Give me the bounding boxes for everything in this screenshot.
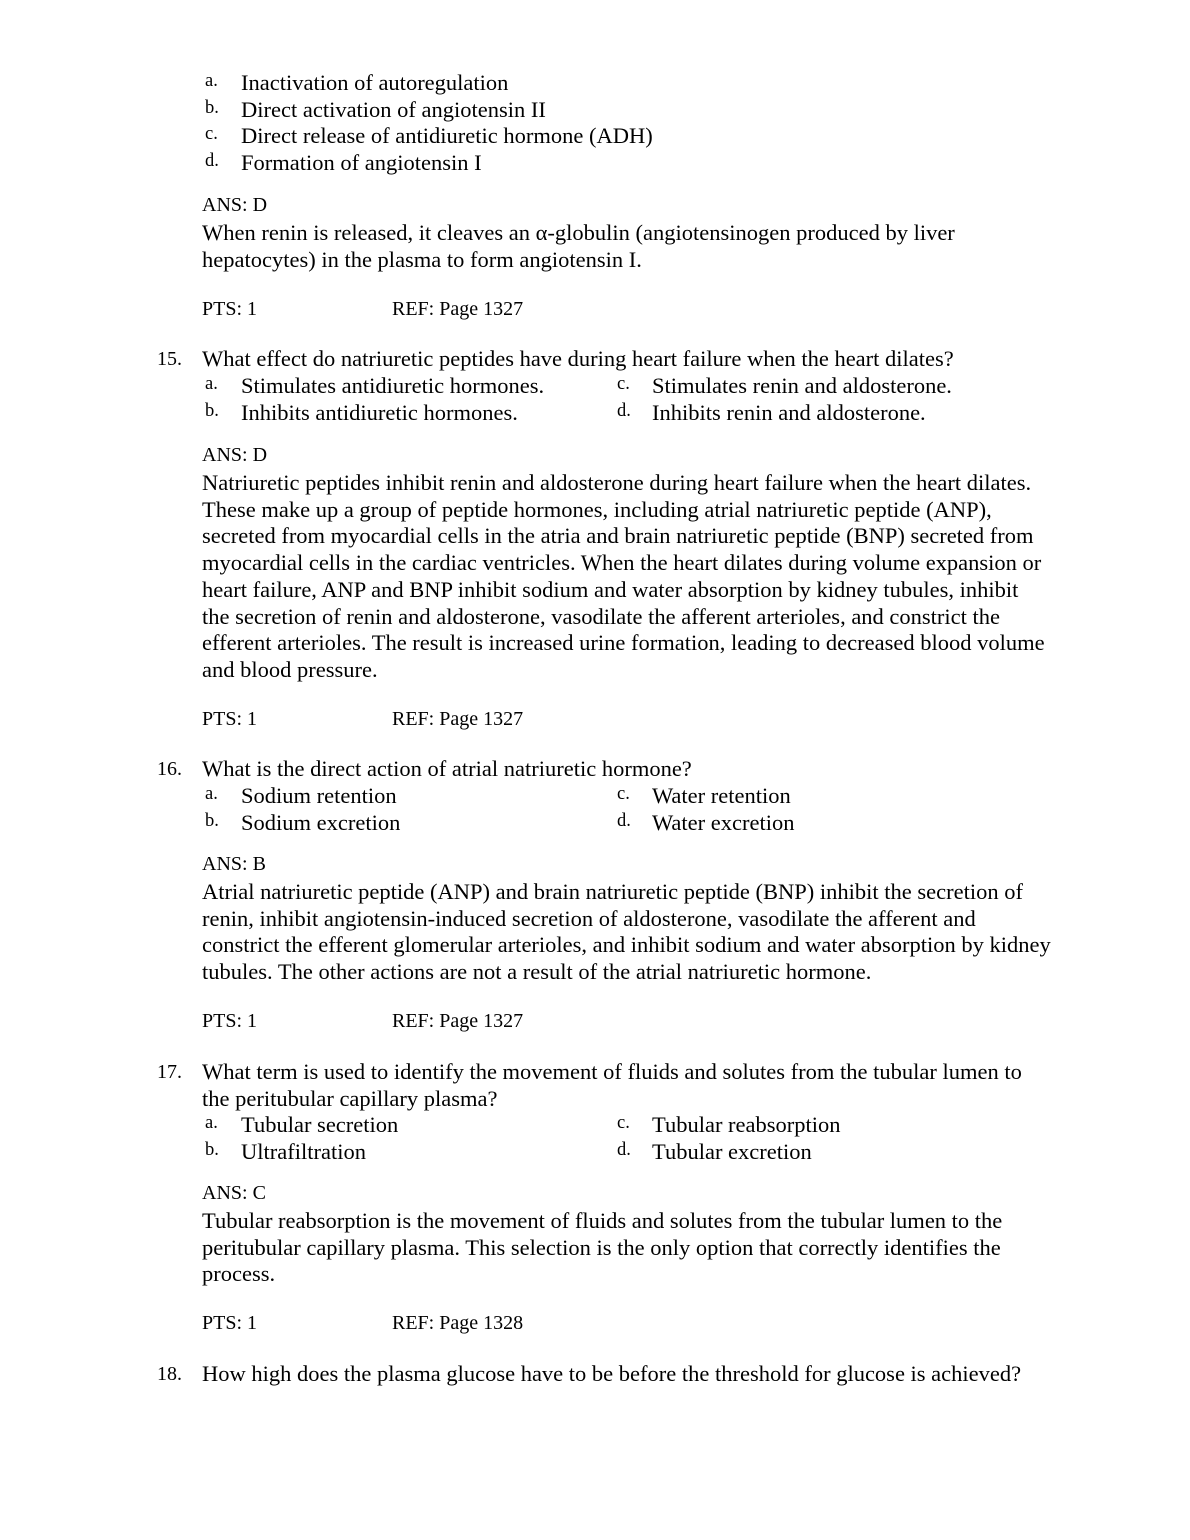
option-text: Tubular secretion xyxy=(241,1112,399,1137)
rationale-text: tubules. The other actions are not a result of the atrial natriuretic hormone. xyxy=(202,959,872,985)
question-text: What is the direct action of atrial natriuretic hormone? xyxy=(202,756,692,781)
rationale-text: These make up a group of peptide hormones, including atrial natriuretic peptide (ANP), xyxy=(202,496,992,522)
option-text: Stimulates renin and aldosterone. xyxy=(652,373,952,398)
option-letter: d. xyxy=(617,810,631,831)
option-letter: b. xyxy=(205,810,219,831)
option-letter: c. xyxy=(617,1113,630,1133)
rationale-text: myocardial cells in the cardiac ventricles. When the heart dilates during volume expansion or xyxy=(202,550,1042,576)
rationale-text: hepatocytes) in the plasma to form angiotensin I. xyxy=(202,246,642,272)
option-text: Sodium retention xyxy=(241,783,397,808)
points-label: PTS: 1 xyxy=(202,298,258,320)
rationale-text: Tubular reabsorption is the movement of fluids and solutes from the tubular lumen to the xyxy=(202,1208,1003,1233)
option-letter: d. xyxy=(617,400,631,421)
answer-key: ANS: D xyxy=(202,194,268,216)
option-letter: a. xyxy=(205,784,218,804)
reference-label: REF: Page 1327 xyxy=(392,298,524,320)
option-text: Tubular excretion xyxy=(652,1138,812,1164)
rationale-text: constrict the efferent glomerular arterioles, and inhibit sodium and water absorption by kidney xyxy=(202,932,1051,958)
option-letter: a. xyxy=(205,71,218,91)
option-letter: a. xyxy=(205,1113,218,1133)
option-letter: d. xyxy=(205,151,219,172)
question-text: What effect do natriuretic peptides have during heart failure when the heart dilates? xyxy=(202,346,954,371)
question-number: 17. xyxy=(157,1061,182,1083)
option-text: Inactivation of autoregulation xyxy=(241,70,509,95)
rationale-text: renin, inhibit angiotensin-induced secretion of aldosterone, vasodilate the afferent and xyxy=(202,905,976,931)
rationale-text: the secretion of renin and aldosterone, vasodilate the afferent arterioles, and constrict the xyxy=(202,603,1001,629)
rationale-text: secreted from myocardial cells in the atria and brain natriuretic peptide (BNP) secreted from xyxy=(202,523,1034,549)
rationale-text: heart failure, ANP and BNP inhibit sodium and water absorption by kidney tubules, inhibit xyxy=(202,576,1019,602)
option-letter: c. xyxy=(617,784,630,804)
option-text: Tubular reabsorption xyxy=(652,1112,841,1137)
answer-key: ANS: C xyxy=(202,1182,266,1204)
reference-label: REF: Page 1327 xyxy=(392,1010,524,1032)
question-number: 16. xyxy=(157,758,182,780)
rationale-text: When renin is released, it cleaves an α-globulin (angiotensinogen produced by liver xyxy=(202,220,955,245)
option-letter: b. xyxy=(205,400,219,421)
option-letter: d. xyxy=(617,1139,631,1160)
option-text: Inhibits renin and aldosterone. xyxy=(652,399,926,425)
option-text: Formation of angiotensin I xyxy=(241,150,482,176)
option-letter: b. xyxy=(205,97,219,118)
rationale-text: Natriuretic peptides inhibit renin and aldosterone during heart failure when the heart dilates. xyxy=(202,470,1032,495)
option-text: Direct release of antidiuretic hormone (ADH) xyxy=(241,123,653,149)
question-text: How high does the plasma glucose have to be before the threshold for glucose is achieved? xyxy=(202,1361,1022,1386)
option-text: Direct activation of angiotensin II xyxy=(241,96,546,122)
option-text: Water excretion xyxy=(652,809,795,835)
rationale-text: efferent arterioles. The result is increased urine formation, leading to decreased blood volume xyxy=(202,630,1045,656)
reference-label: REF: Page 1328 xyxy=(392,1312,524,1334)
question-number: 18. xyxy=(157,1363,182,1385)
answer-key: ANS: B xyxy=(202,853,266,875)
points-label: PTS: 1 xyxy=(202,708,258,730)
rationale-text: peritubular capillary plasma. This selection is the only option that correctly identifies the xyxy=(202,1234,1001,1260)
rationale-text: process. xyxy=(202,1261,276,1287)
option-text: Sodium excretion xyxy=(241,809,401,835)
question-number: 15. xyxy=(157,348,182,370)
option-letter: c. xyxy=(205,124,218,145)
points-label: PTS: 1 xyxy=(202,1010,258,1032)
option-text: Water retention xyxy=(652,783,791,808)
option-letter: a. xyxy=(205,374,218,394)
answer-key: ANS: D xyxy=(202,444,268,466)
question-text: the peritubular capillary plasma? xyxy=(202,1085,498,1111)
points-label: PTS: 1 xyxy=(202,1312,258,1334)
option-text: Stimulates antidiuretic hormones. xyxy=(241,373,545,398)
rationale-text: and blood pressure. xyxy=(202,656,378,682)
option-letter: c. xyxy=(617,374,630,394)
question-text: What term is used to identify the movement of fluids and solutes from the tubular lumen to xyxy=(202,1059,1022,1084)
option-text: Ultrafiltration xyxy=(241,1138,366,1164)
rationale-text: Atrial natriuretic peptide (ANP) and brain natriuretic peptide (BNP) inhibit the secretion of xyxy=(202,879,1023,904)
option-text: Inhibits antidiuretic hormones. xyxy=(241,399,518,425)
option-letter: b. xyxy=(205,1139,219,1160)
reference-label: REF: Page 1327 xyxy=(392,708,524,730)
